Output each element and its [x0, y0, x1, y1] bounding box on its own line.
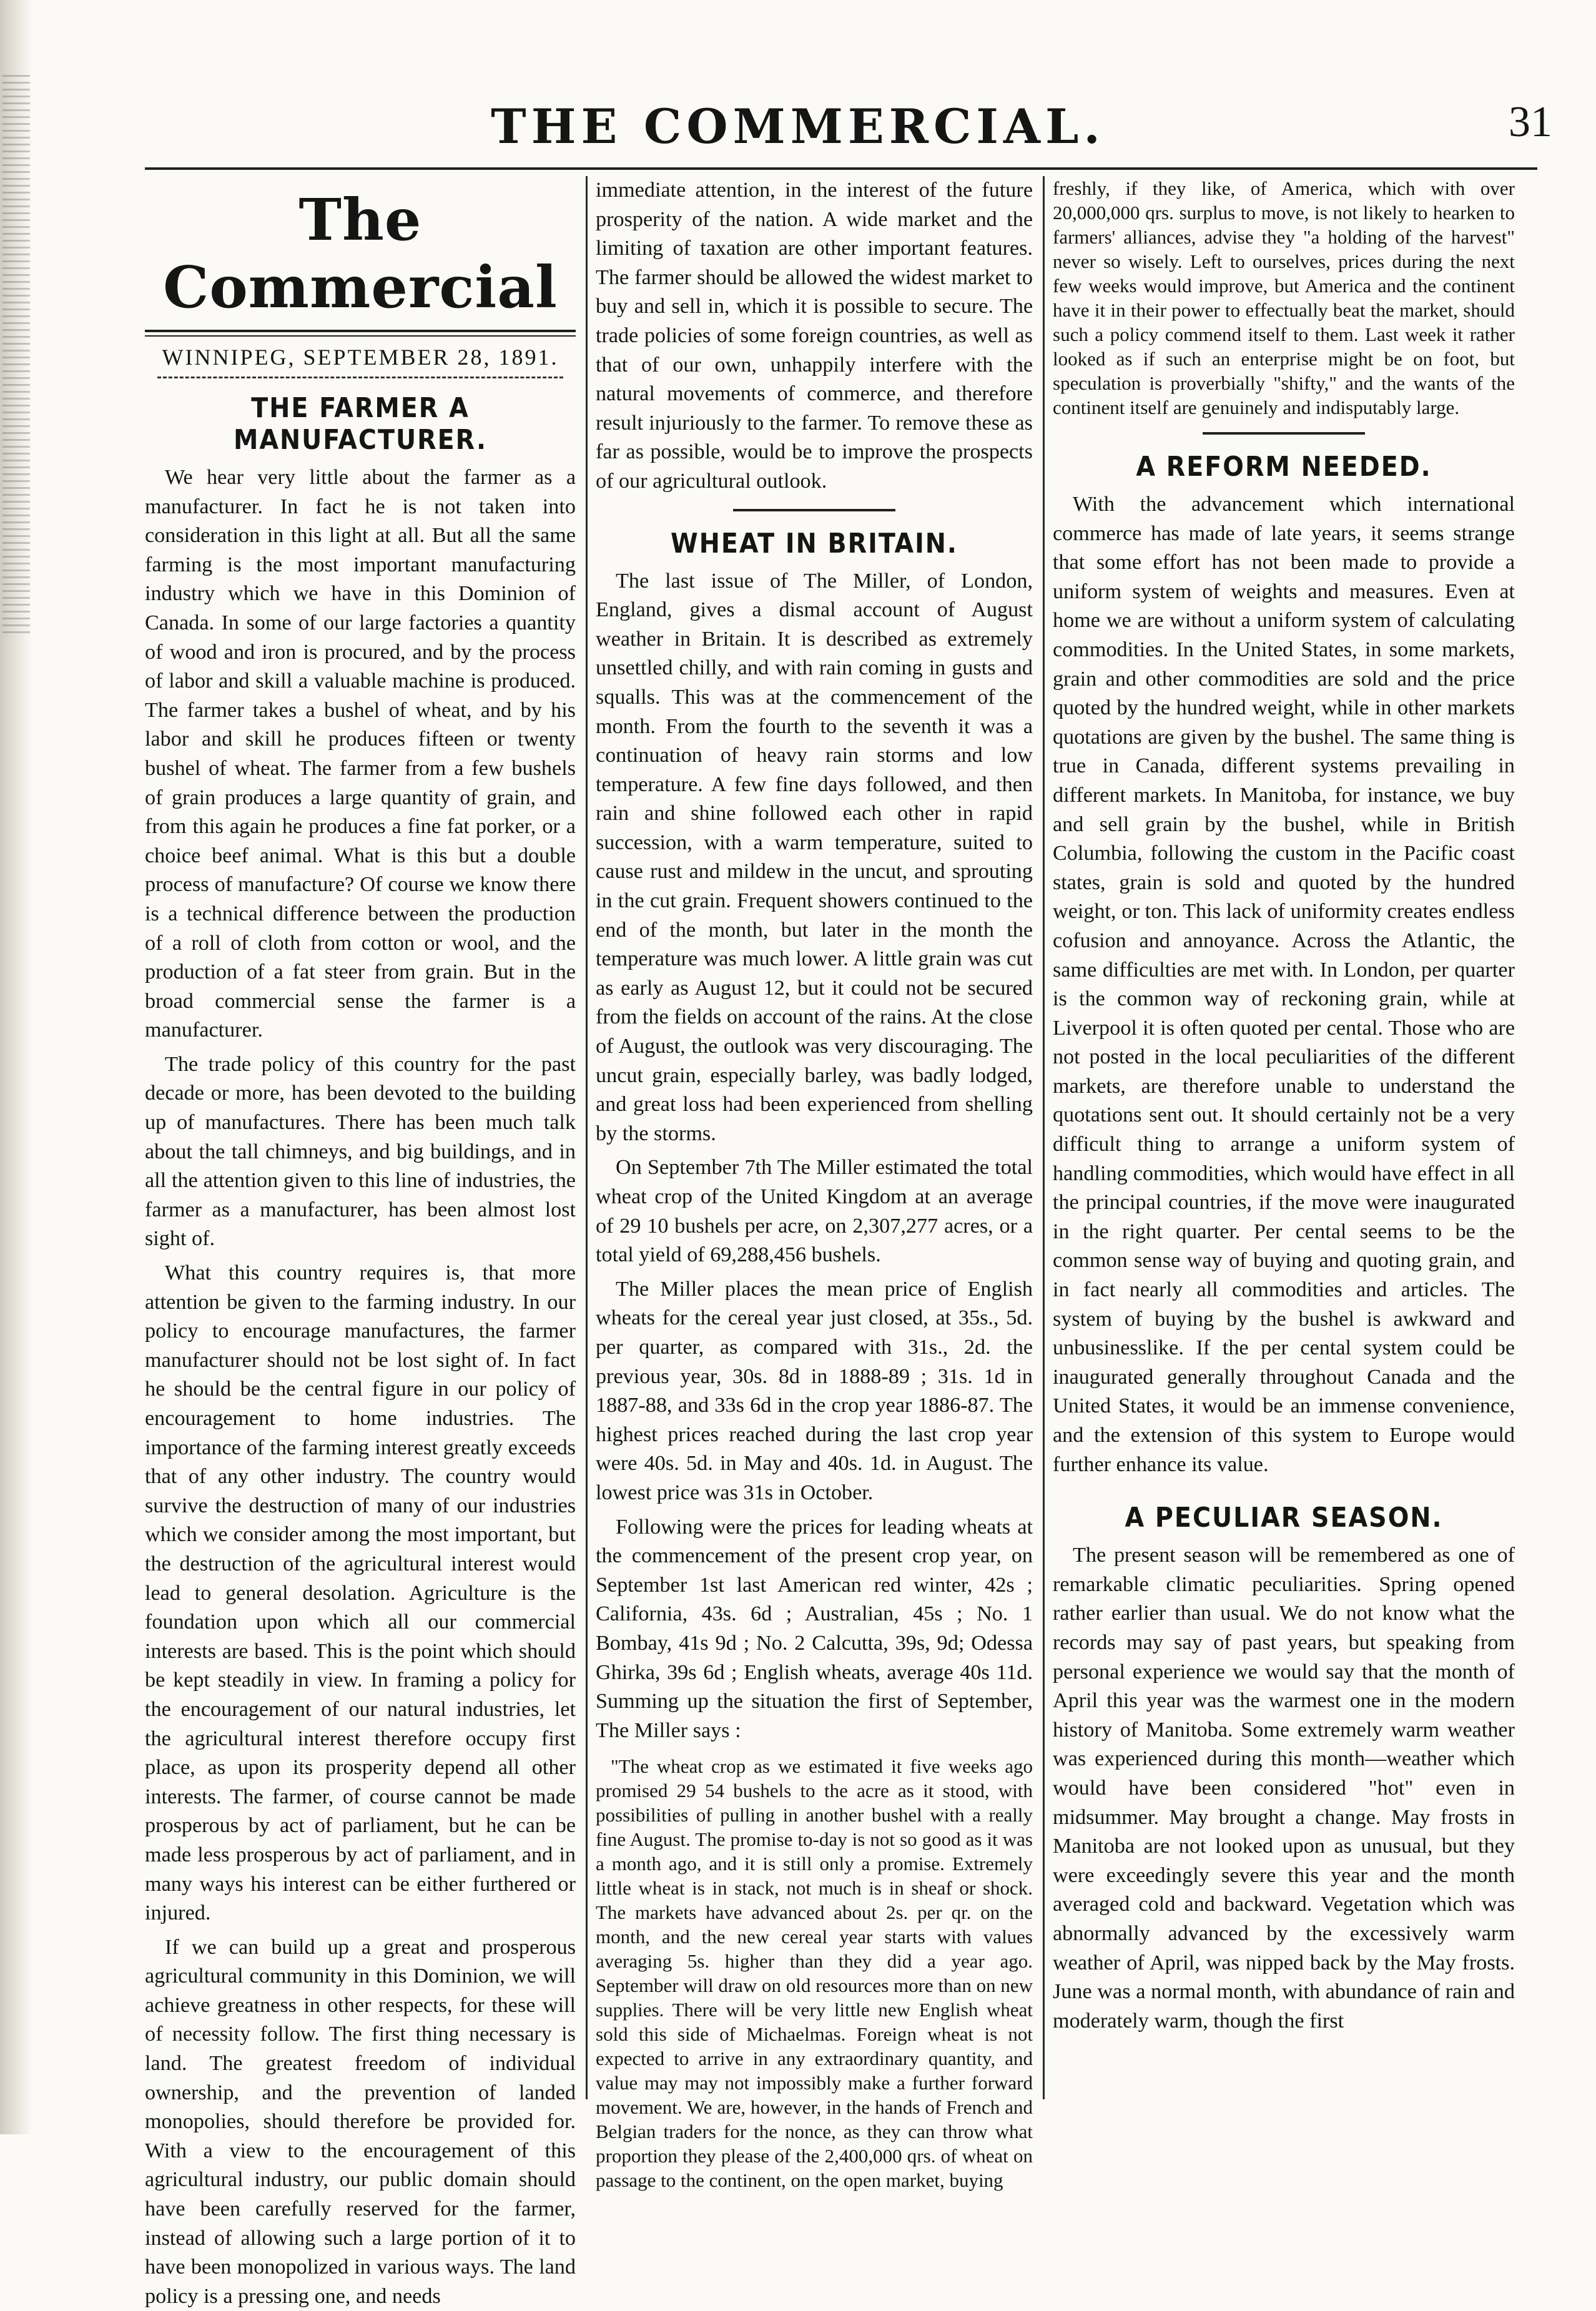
article-paragraph: We hear very little about the farmer as a manufacturer. In fact he is not taken into consideration in this light at all. But all the same farming is the most important manufacturing industry which we have in this Dominion of Canada. In some of our large factories a quantity of wood and iron is procured, and by the process of labor and skill a valuable machine is produced. The farmer takes a bushel of wheat, and by his labor and skill he produces fifteen or twenty bushel of wheat. The farmer from a few bushels of grain produces a large quantity of grain, and from this again he produces a fine fat porker, or a choice beef animal. What is this but a double process of manufacture? Of course we know there is a technical difference between the production of a roll of cloth from cotton or wool, and the production of a fat steer from grain. But in the broad commercial sense the farmer is a manufacturer.: [145, 466, 576, 1042]
headline-wheat: WHEAT IN BRITAIN.: [671, 527, 958, 559]
quote-paragraph: freshly, if they like, of America, which with over 20,000,000 qrs. surplus to move, is not likely to hearken to farmers' alliances, advise they "a holding of the harvest" never so wisely. Left to ourselves, prices during the next few weeks would improve, but America and the continent have it in their power to effectually beat the market, should such a policy commend itself to them. Last week it rather looked as if such an enterprise might be on foot, but speculation is proverbially "shifty," and the wants of the continent itself are genuinely and indisputably large.: [1053, 177, 1515, 418]
article-paragraph: On September 7th The Miller estimated the total wheat crop of the United Kingdom at an average of 29 10 bushels per acre, on 2,307,277 acres, or a total yield of 69,288,456 bushels.: [596, 1156, 1033, 1267]
article-paragraph: Following were the prices for leading wheats at the commencement of the present crop year, on September 1st last American red winter, 42s ; California, 43s. 6d ; Australian, 45s ; No. 1 Bombay, 41s 9d ; No. 2 Calcutta, 39s, 9d; Odessa Ghirka, 39s 6d ; English wheats, average 40s 11d. Summing up the situation the first of September, The Miller says :: [596, 1515, 1033, 1742]
header-rule: [145, 167, 1537, 170]
article-paragraph: With the advancement which international commerce has made of late years, it seems strange that some effort has not been made to provide a uniform system of weights and measures. Even at home we are without a uniform system of calculating commodities. In the United States, in some markets, grain and other commodities are sold and the price quoted by the hundred weight, while in other markets quotations are given by the bushel. The same thing is true in Canada, different systems prevailing in different markets. In Manitoba, for instance, we buy and sell grain by the bushel, while in British Columbia, following the custom in the Pacific coast states, grain is sold and quoted by the hundred weight, or ton. This lack of uniformity creates endless cofusion and annoyance. Across the Atlantic, the same difficulties are met with. In London, per quarter is the common way of reckoning grain, while at Liverpool it is often quoted per cental. Those who are not posted in the local peculiarities of the different markets, are therefore unable to understand the quotations sent out. It should certainly not be a very difficult thing to arrange a uniform system of handling commodities, which would have effect in all the principal countries, if the move were inaugurated in the right quarter. Per cental seems to be the common sense way of buying and quoting grain, and in fact nearly all commodities and articles. The system of buying by the bushel is awkward and unbusinesslike. If the per cental system could be inaugurated generally throughout Canada and the United States, it would be an immense convenience, and the extension of this system to Europe would further enhance its value.: [1053, 493, 1515, 1476]
scan-edge: [0, 0, 32, 2134]
article-paragraph: The last issue of The Miller, of London, England, gives a dismal account of August weather in Britain. It is described as extremely unsettled chilly, and with rain coming in gusts and squalls. This was at the commencement of the month. From the fourth to the seventh it was a continuation of heavy rain storms and low temperature. A few fine days followed, and then rain and shine followed each other in rapid succession, with a warm temperature, suited to cause rust and mildew in the uncut, and sprouting in the cut grain. Frequent showers continued to the end of the month, but later in the month the temperature was much lower. A little grain was cut as early as August 12, but it could not be secured from the fields on account of the rains. At the close of August, the outlook was very discouraging. The uncut grain, especially barley, was badly lodged, and great loss had been experienced from shelling by the storms.: [596, 569, 1033, 1145]
title-rule: [145, 330, 576, 337]
headline-farmer: THE FARMER A MANUFACTURER.: [233, 392, 487, 456]
headline-reform: A REFORM NEEDED.: [1136, 451, 1432, 483]
article-paragraph: The Miller places the mean price of English wheats for the cereal year just closed, at 35s., 5d. per quarter, as compared with 31s., 2d. the previous year, 30s. 8d in 1888-89 ; 31s. 1d in 1887-88, and 33s 6d in the crop year 1886-87. The highest prices reached during the last crop year were 40s. 5d. in May and 40s. 1d. in August. The lowest price was 31s in October.: [596, 1277, 1033, 1504]
section-rule: [733, 509, 895, 511]
running-title: THE COMMERCIAL.: [491, 99, 1105, 154]
quoted-passage-continued: [1053, 176, 1515, 420]
section-rule: [1203, 432, 1365, 435]
page-header: [0, 92, 1596, 161]
article-paragraph: If we can build up a great and prosperous agricultural community in this Dominion, we will achieve greatness in other respects, for these will of necessity follow. The first thing necessary is land. The greatest freedom of individual ownership, and the prevention of landed monopolies, should therefore be provided for. With a view to the encouragement of this agricultural industry, our public domain should have been carefully reserved for the farmer, instead of allowing such a large portion of it to have been monopolized in various ways. The land policy is a pressing one, and needs: [145, 1935, 576, 2308]
article-paragraph: What this country requires is, that more attention be given to the farming industry. In our policy to encourage manufactures, the farmer manufacturer should not be lost sight of. In fact he should be the central figure in our policy of encouragement to home industries. The importance of the farming interest greatly exceeds that of any other industry. The country would survive the destruction of many of our industries which we consider among the most important, but the destruction of the agricultural interest would lead to general desolation. Agriculture is the foundation upon which all our commercial interests are based. This is the point which should be kept steadily in view. In framing a policy for the encouragement of our natural industries, let the agricultural interest therefore occupy first place, as upon its prosperity depend all other interests. The farmer, of course cannot be made prosperous by act of parliament, but he can be made less prosperous by act of parliament, and in many ways his interest can be either furthered or injured.: [145, 1261, 576, 1925]
column-3: [1053, 176, 1515, 2112]
article-paragraph: The present season will be remembered as one of remarkable climatic peculiarities. Spring opened rather earlier than usual. We do not know what the records may say of past years, but speaking from personal experience we would say that the month of April this year was the warmest one in the modern history of Manitoba. Some extremely warm weather was experienced during this month—weather which would have been considered "hot" even in midsummer. May brought a change. May frosts in Manitoba are not looked upon as unusual, but they were exceedingly severe this year and the month averaged cold and backward. Vegetation which was abnormally advanced by the excessively warm weather of April, was nipped back by the May frosts. June was a normal month, with abundance of rain and moderately warm, though the first: [1053, 1544, 1515, 2033]
column-rule-1: [586, 176, 588, 2099]
dateline-rule: [157, 377, 563, 378]
paper-title: The Commercial: [163, 186, 558, 321]
headline-season: A PECULIAR SEASON.: [1125, 1502, 1443, 1534]
column-rule-2: [1043, 176, 1045, 2099]
dateline: WINNIPEG, SEPTEMBER 28, 1891.: [162, 345, 559, 370]
article-paragraph: immediate attention, in the interest of the future prosperity of the nation. A wide market and the limiting of taxation are other important features. The farmer should be allowed the widest market to buy and sell in, which it is possible to secure. The trade policies of some foreign countries, as well as that of our own, unhappily interfere with the natural movements of commerce, and therefore result injuriously to the farmer. To remove these as far as possible, would be to improve the prospects of our agricultural outlook.: [596, 179, 1033, 493]
column-1: [145, 176, 576, 2308]
quote-paragraph: "The wheat crop as we estimated it five weeks ago promised 29 54 bushels to the acre as it stood, with possibilities of pulling in another bushel with a really fine August. The promise to-day is not so good as it was a month ago, and it is still only a promise. Extremely little wheat is in stack, not much is in sheaf or shock. The markets have advanced about 2s. per qr. on the month, and the new cereal year starts with values averaging 5s. higher than they did a year ago. September will draw on old resources more than on new supplies. There will be very little new English wheat sold this side of Michaelmas. Foreign wheat is not expected to arrive in any extraordinary quantity, and value may may not impossibly make a further forward movement. We are, however, in the hands of French and Belgian traders for the nonce, as they can throw what proportion they please of the 2,400,000 qrs. of wheat on passage to the continent, on the open market, buying: [596, 1755, 1033, 2192]
column-2: [596, 176, 1033, 2192]
page-number: 31: [1509, 98, 1552, 146]
article-paragraph: The trade policy of this country for the past decade or more, has been devoted to the building up of manufactures. There has been much talk about the tall chimneys, and big buildings, and in all the attention given to this line of industries, the farmer as a manufacturer, has been almost lost sight of.: [145, 1052, 576, 1251]
quoted-passage: [596, 1754, 1033, 2192]
